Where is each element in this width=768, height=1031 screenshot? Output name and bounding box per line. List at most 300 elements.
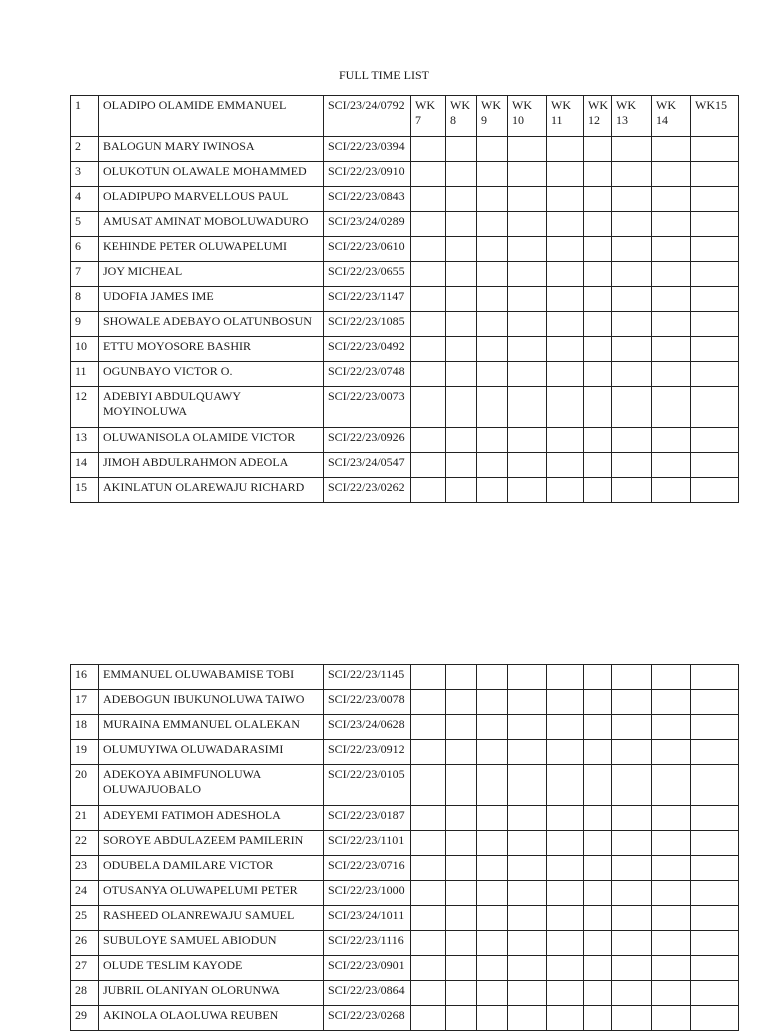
attendance-cell [584, 387, 612, 428]
table-row [71, 765, 739, 806]
table-row [71, 96, 739, 137]
attendance-cell [691, 931, 739, 956]
attendance-cell [584, 237, 612, 262]
attendance-cell [446, 931, 477, 956]
attendance-cell [547, 1006, 584, 1031]
student-name: JIMOH ABDULRAHMON ADEOLA [99, 453, 324, 478]
attendance-cell [547, 137, 584, 162]
attendance-cell [411, 478, 446, 503]
attendance-cell [691, 806, 739, 831]
attendance-cell [508, 956, 547, 981]
attendance-cell [652, 287, 691, 312]
attendance-cell [612, 690, 652, 715]
row-number: 16 [71, 665, 99, 690]
attendance-cell [584, 362, 612, 387]
attendance-cell [477, 690, 508, 715]
attendance-cell [446, 740, 477, 765]
row-number: 18 [71, 715, 99, 740]
attendance-cell [508, 1006, 547, 1031]
table-row [71, 1006, 739, 1031]
row-number: 29 [71, 1006, 99, 1031]
attendance-cell [411, 690, 446, 715]
student-name: MURAINA EMMANUEL OLALEKAN [99, 715, 324, 740]
matric-number: SCI/23/24/0628 [324, 715, 411, 740]
attendance-cell [691, 906, 739, 931]
attendance-cell [652, 262, 691, 287]
student-name: OLUWANISOLA OLAMIDE VICTOR [99, 428, 324, 453]
attendance-cell [411, 1006, 446, 1031]
attendance-cell [612, 906, 652, 931]
attendance-cell [446, 428, 477, 453]
attendance-cell [547, 906, 584, 931]
attendance-cell [691, 162, 739, 187]
row-number: 15 [71, 478, 99, 503]
attendance-cell [446, 262, 477, 287]
matric-number: SCI/22/23/1085 [324, 312, 411, 337]
attendance-cell [652, 187, 691, 212]
attendance-cell [411, 956, 446, 981]
table-row [71, 212, 739, 237]
table-row [71, 740, 739, 765]
attendance-cell [477, 931, 508, 956]
table-row [71, 831, 739, 856]
row-number: 5 [71, 212, 99, 237]
attendance-cell [652, 831, 691, 856]
attendance-cell [477, 162, 508, 187]
attendance-cell [584, 212, 612, 237]
matric-number: SCI/22/23/0187 [324, 806, 411, 831]
table-row [71, 690, 739, 715]
attendance-table-one [70, 95, 739, 503]
attendance-cell [508, 856, 547, 881]
row-number: 23 [71, 856, 99, 881]
student-name: BALOGUN MARY IWINOSA [99, 137, 324, 162]
attendance-cell [477, 362, 508, 387]
attendance-cell [411, 187, 446, 212]
attendance-cell [446, 478, 477, 503]
attendance-cell [691, 428, 739, 453]
attendance-cell [584, 881, 612, 906]
attendance-cell [508, 665, 547, 690]
student-name: AKINOLA OLAOLUWA REUBEN [99, 1006, 324, 1031]
attendance-cell [612, 212, 652, 237]
student-name: OLADIPUPO MARVELLOUS PAUL [99, 187, 324, 212]
week-header: WK 12 [584, 96, 612, 137]
attendance-cell [411, 137, 446, 162]
attendance-cell [477, 740, 508, 765]
attendance-cell [584, 1006, 612, 1031]
attendance-cell [584, 453, 612, 478]
student-name: OLUMUYIWA OLUWADARASIMI [99, 740, 324, 765]
attendance-cell [612, 312, 652, 337]
attendance-cell [508, 287, 547, 312]
attendance-cell [477, 806, 508, 831]
attendance-cell [411, 765, 446, 806]
table-row [71, 362, 739, 387]
attendance-cell [691, 237, 739, 262]
attendance-cell [477, 478, 508, 503]
table-row [71, 287, 739, 312]
attendance-cell [411, 162, 446, 187]
attendance-cell [477, 262, 508, 287]
attendance-cell [612, 931, 652, 956]
attendance-cell [446, 1006, 477, 1031]
attendance-cell [411, 387, 446, 428]
matric-number: SCI/22/23/0910 [324, 162, 411, 187]
row-number: 24 [71, 881, 99, 906]
attendance-cell [411, 831, 446, 856]
table-row [71, 312, 739, 337]
attendance-cell [547, 740, 584, 765]
attendance-cell [508, 237, 547, 262]
student-name: AMUSAT AMINAT MOBOLUWADURO [99, 212, 324, 237]
row-number: 7 [71, 262, 99, 287]
week-header: WK 8 [446, 96, 477, 137]
attendance-cell [508, 715, 547, 740]
attendance-cell [584, 906, 612, 931]
attendance-cell [446, 212, 477, 237]
attendance-cell [477, 387, 508, 428]
attendance-cell [446, 137, 477, 162]
matric-number: SCI/22/23/0078 [324, 690, 411, 715]
attendance-cell [612, 478, 652, 503]
attendance-cell [446, 956, 477, 981]
attendance-cell [508, 187, 547, 212]
attendance-cell [477, 981, 508, 1006]
student-name: SUBULOYE SAMUEL ABIODUN [99, 931, 324, 956]
attendance-cell [547, 931, 584, 956]
attendance-cell [652, 856, 691, 881]
attendance-cell [652, 881, 691, 906]
attendance-cell [652, 806, 691, 831]
attendance-cell [612, 981, 652, 1006]
attendance-cell [508, 428, 547, 453]
student-name: OLUKOTUN OLAWALE MOHAMMED [99, 162, 324, 187]
attendance-cell [411, 262, 446, 287]
row-number: 17 [71, 690, 99, 715]
attendance-cell [584, 428, 612, 453]
attendance-cell [446, 806, 477, 831]
week-header: WK 10 [508, 96, 547, 137]
attendance-cell [612, 806, 652, 831]
attendance-cell [612, 856, 652, 881]
table-row [71, 453, 739, 478]
attendance-cell [691, 765, 739, 806]
table-row [71, 262, 739, 287]
attendance-cell [477, 906, 508, 931]
attendance-cell [411, 906, 446, 931]
table-row [71, 931, 739, 956]
attendance-cell [584, 162, 612, 187]
row-number: 4 [71, 187, 99, 212]
attendance-cell [652, 312, 691, 337]
attendance-cell [446, 387, 477, 428]
attendance-cell [547, 831, 584, 856]
attendance-cell [547, 981, 584, 1006]
attendance-cell [691, 856, 739, 881]
student-name: OLADIPO OLAMIDE EMMANUEL [99, 96, 324, 137]
attendance-cell [477, 287, 508, 312]
attendance-cell [477, 428, 508, 453]
attendance-cell [691, 137, 739, 162]
attendance-cell [652, 906, 691, 931]
attendance-cell [652, 765, 691, 806]
attendance-cell [508, 881, 547, 906]
attendance-cell [411, 740, 446, 765]
attendance-cell [691, 453, 739, 478]
attendance-cell [508, 906, 547, 931]
attendance-cell [584, 765, 612, 806]
attendance-cell [477, 715, 508, 740]
matric-number: SCI/23/24/0289 [324, 212, 411, 237]
document-title: FULL TIME LIST [339, 68, 429, 82]
attendance-cell [584, 715, 612, 740]
attendance-cell [652, 665, 691, 690]
attendance-cell [691, 212, 739, 237]
attendance-cell [508, 262, 547, 287]
matric-number: SCI/22/23/1101 [324, 831, 411, 856]
matric-number: SCI/22/23/0492 [324, 337, 411, 362]
student-name: OLUDE TESLIM KAYODE [99, 956, 324, 981]
attendance-cell [446, 362, 477, 387]
attendance-cell [411, 806, 446, 831]
attendance-cell [446, 690, 477, 715]
attendance-cell [411, 212, 446, 237]
attendance-cell [446, 715, 477, 740]
student-name: ETTU MOYOSORE BASHIR [99, 337, 324, 362]
row-number: 8 [71, 287, 99, 312]
table-row [71, 981, 739, 1006]
attendance-cell [547, 387, 584, 428]
attendance-cell [612, 956, 652, 981]
attendance-cell [446, 765, 477, 806]
attendance-cell [652, 428, 691, 453]
attendance-cell [477, 765, 508, 806]
student-name: JUBRIL OLANIYAN OLORUNWA [99, 981, 324, 1006]
attendance-cell [547, 690, 584, 715]
row-number: 19 [71, 740, 99, 765]
student-name: KEHINDE PETER OLUWAPELUMI [99, 237, 324, 262]
week-header: WK 13 [612, 96, 652, 137]
attendance-cell [652, 212, 691, 237]
week-header: WK15 [691, 96, 739, 137]
attendance-table-two [70, 664, 739, 1031]
row-number: 2 [71, 137, 99, 162]
attendance-cell [547, 428, 584, 453]
attendance-cell [652, 337, 691, 362]
row-number: 9 [71, 312, 99, 337]
attendance-cell [547, 187, 584, 212]
attendance-cell [584, 740, 612, 765]
attendance-cell [411, 428, 446, 453]
matric-number: SCI/22/23/0843 [324, 187, 411, 212]
matric-number: SCI/23/24/1011 [324, 906, 411, 931]
matric-number: SCI/22/23/1145 [324, 665, 411, 690]
attendance-cell [446, 831, 477, 856]
attendance-cell [612, 881, 652, 906]
attendance-cell [547, 956, 584, 981]
table-row [71, 162, 739, 187]
week-header: WK 9 [477, 96, 508, 137]
attendance-cell [508, 337, 547, 362]
attendance-cell [652, 981, 691, 1006]
attendance-cell [446, 237, 477, 262]
attendance-cell [584, 665, 612, 690]
attendance-cell [477, 137, 508, 162]
attendance-cell [612, 337, 652, 362]
attendance-cell [584, 312, 612, 337]
attendance-cell [652, 453, 691, 478]
attendance-cell [446, 981, 477, 1006]
attendance-cell [508, 478, 547, 503]
attendance-cell [691, 387, 739, 428]
student-name: UDOFIA JAMES IME [99, 287, 324, 312]
matric-number: SCI/22/23/0655 [324, 262, 411, 287]
attendance-cell [652, 387, 691, 428]
row-number: 26 [71, 931, 99, 956]
attendance-cell [691, 287, 739, 312]
attendance-cell [508, 162, 547, 187]
attendance-cell [612, 162, 652, 187]
attendance-cell [584, 262, 612, 287]
attendance-cell [612, 262, 652, 287]
attendance-cell [547, 478, 584, 503]
attendance-cell [446, 337, 477, 362]
matric-number: SCI/22/23/0864 [324, 981, 411, 1006]
attendance-cell [691, 362, 739, 387]
attendance-cell [411, 665, 446, 690]
attendance-cell [446, 187, 477, 212]
attendance-cell [547, 453, 584, 478]
attendance-cell [547, 312, 584, 337]
attendance-cell [508, 453, 547, 478]
attendance-cell [691, 740, 739, 765]
matric-number: SCI/22/23/0073 [324, 387, 411, 428]
table-row [71, 478, 739, 503]
attendance-cell [508, 740, 547, 765]
attendance-cell [477, 956, 508, 981]
row-number: 13 [71, 428, 99, 453]
attendance-cell [584, 831, 612, 856]
attendance-cell [584, 137, 612, 162]
attendance-cell [652, 740, 691, 765]
attendance-cell [547, 362, 584, 387]
matric-number: SCI/23/24/0792 [324, 96, 411, 137]
attendance-cell [612, 715, 652, 740]
attendance-cell [508, 931, 547, 956]
attendance-cell [411, 715, 446, 740]
table-row [71, 428, 739, 453]
attendance-cell [508, 212, 547, 237]
row-number: 27 [71, 956, 99, 981]
attendance-cell [477, 881, 508, 906]
student-name: SHOWALE ADEBAYO OLATUNBOSUN [99, 312, 324, 337]
attendance-cell [547, 337, 584, 362]
attendance-cell [411, 287, 446, 312]
attendance-cell [508, 806, 547, 831]
attendance-cell [584, 956, 612, 981]
attendance-cell [584, 690, 612, 715]
attendance-cell [446, 162, 477, 187]
attendance-cell [446, 287, 477, 312]
row-number: 3 [71, 162, 99, 187]
week-header: WK 11 [547, 96, 584, 137]
matric-number: SCI/22/23/0105 [324, 765, 411, 806]
attendance-cell [446, 906, 477, 931]
attendance-cell [508, 362, 547, 387]
table-row [71, 715, 739, 740]
row-number: 12 [71, 387, 99, 428]
table-row [71, 856, 739, 881]
attendance-cell [547, 665, 584, 690]
attendance-cell [584, 187, 612, 212]
attendance-cell [477, 237, 508, 262]
matric-number: SCI/22/23/1147 [324, 287, 411, 312]
attendance-cell [508, 765, 547, 806]
row-number: 25 [71, 906, 99, 931]
student-name: AKINLATUN OLAREWAJU RICHARD [99, 478, 324, 503]
attendance-cell [508, 137, 547, 162]
attendance-cell [547, 262, 584, 287]
matric-number: SCI/22/23/0926 [324, 428, 411, 453]
attendance-cell [477, 1006, 508, 1031]
student-name: OTUSANYA OLUWAPELUMI PETER [99, 881, 324, 906]
matric-number: SCI/23/24/0547 [324, 453, 411, 478]
attendance-cell [584, 856, 612, 881]
attendance-cell [584, 806, 612, 831]
attendance-cell [411, 237, 446, 262]
attendance-cell [477, 856, 508, 881]
row-number: 11 [71, 362, 99, 387]
table-row [71, 137, 739, 162]
row-number: 14 [71, 453, 99, 478]
attendance-cell [612, 287, 652, 312]
attendance-cell [547, 806, 584, 831]
attendance-cell [584, 337, 612, 362]
attendance-cell [612, 453, 652, 478]
attendance-cell [547, 287, 584, 312]
attendance-cell [477, 665, 508, 690]
attendance-cell [652, 478, 691, 503]
row-number: 21 [71, 806, 99, 831]
attendance-cell [446, 665, 477, 690]
matric-number: SCI/22/23/1116 [324, 931, 411, 956]
attendance-cell [691, 690, 739, 715]
attendance-cell [411, 337, 446, 362]
attendance-cell [446, 312, 477, 337]
attendance-cell [691, 665, 739, 690]
row-number: 22 [71, 831, 99, 856]
attendance-cell [584, 931, 612, 956]
student-name: RASHEED OLANREWAJU SAMUEL [99, 906, 324, 931]
matric-number: SCI/22/23/0901 [324, 956, 411, 981]
table-row [71, 387, 739, 428]
student-name: ADEBOGUN IBUKUNOLUWA TAIWO [99, 690, 324, 715]
attendance-cell [612, 387, 652, 428]
attendance-cell [691, 1006, 739, 1031]
attendance-cell [652, 715, 691, 740]
week-header: WK 7 [411, 96, 446, 137]
table-row [71, 237, 739, 262]
attendance-cell [691, 831, 739, 856]
table-row [71, 956, 739, 981]
attendance-cell [584, 287, 612, 312]
week-header: WK 14 [652, 96, 691, 137]
row-number: 28 [71, 981, 99, 1006]
attendance-cell [612, 740, 652, 765]
attendance-cell [691, 881, 739, 906]
attendance-cell [508, 387, 547, 428]
